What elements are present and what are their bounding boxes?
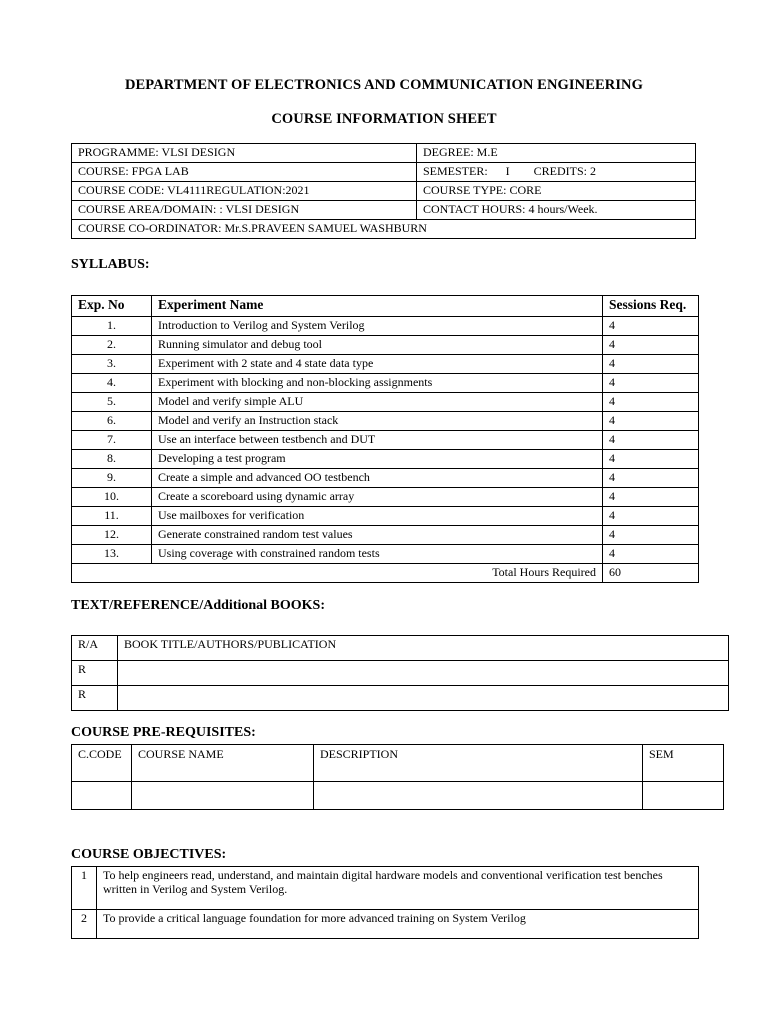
prereq-cell bbox=[314, 782, 643, 810]
sessions-required: 4 bbox=[603, 545, 699, 564]
degree-cell: DEGREE: M.E bbox=[417, 144, 696, 163]
ccode-header: C.CODE bbox=[72, 745, 132, 782]
sessions-required: 4 bbox=[603, 317, 699, 336]
sessions-required: 4 bbox=[603, 526, 699, 545]
experiment-name: Experiment with blocking and non-blocking assignments bbox=[152, 374, 603, 393]
info-row bbox=[72, 201, 696, 220]
books-header-row bbox=[72, 636, 729, 661]
objective-number: 2 bbox=[72, 910, 97, 939]
syllabus-row bbox=[72, 374, 699, 393]
sessions-required: 4 bbox=[603, 374, 699, 393]
book-row bbox=[72, 661, 729, 686]
course-name-header: COURSE NAME bbox=[132, 745, 314, 782]
experiment-name: Use an interface between testbench and DUT bbox=[152, 431, 603, 450]
course-cell: COURSE: FPGA LAB bbox=[72, 163, 417, 182]
exp-number: 8. bbox=[72, 450, 152, 469]
book-title bbox=[118, 661, 729, 686]
contact-hours-cell: CONTACT HOURS: 4 hours/Week. bbox=[417, 201, 696, 220]
sessions-header: Sessions Req. bbox=[603, 296, 699, 317]
exp-number: 5. bbox=[72, 393, 152, 412]
course-info-table bbox=[71, 143, 696, 239]
sessions-required: 4 bbox=[603, 431, 699, 450]
exp-number: 3. bbox=[72, 355, 152, 374]
sessions-required: 4 bbox=[603, 469, 699, 488]
prereq-header-row bbox=[72, 745, 724, 782]
syllabus-row bbox=[72, 488, 699, 507]
info-row bbox=[72, 163, 696, 182]
exp-number: 11. bbox=[72, 507, 152, 526]
info-row bbox=[72, 144, 696, 163]
syllabus-table bbox=[71, 295, 699, 583]
syllabus-row bbox=[72, 545, 699, 564]
ra-header: R/A bbox=[72, 636, 118, 661]
syllabus-header-row bbox=[72, 296, 699, 317]
experiment-name: Create a simple and advanced OO testbench bbox=[152, 469, 603, 488]
syllabus-row bbox=[72, 412, 699, 431]
exp-number: 1. bbox=[72, 317, 152, 336]
exp-number: 10. bbox=[72, 488, 152, 507]
prereq-row bbox=[72, 782, 724, 810]
objective-text: To help engineers read, understand, and maintain digital hardware models and conventional verification test benches written in Verilog and System Verilog. bbox=[97, 867, 699, 910]
total-label: Total Hours Required bbox=[72, 564, 603, 583]
syllabus-row bbox=[72, 526, 699, 545]
sessions-required: 4 bbox=[603, 355, 699, 374]
objectives-title: COURSE OBJECTIVES: bbox=[71, 847, 227, 862]
exp-number: 13. bbox=[72, 545, 152, 564]
sessions-required: 4 bbox=[603, 336, 699, 355]
exp-number: 6. bbox=[72, 412, 152, 431]
syllabus-row bbox=[72, 355, 699, 374]
total-row bbox=[72, 564, 699, 583]
sheet-title: COURSE INFORMATION SHEET bbox=[271, 111, 497, 127]
prereq-cell bbox=[72, 782, 132, 810]
info-row bbox=[72, 220, 696, 239]
experiment-name: Using coverage with constrained random tests bbox=[152, 545, 603, 564]
syllabus-body bbox=[72, 317, 699, 564]
book-title bbox=[118, 686, 729, 711]
prereq-table bbox=[71, 744, 724, 810]
objectives-table bbox=[71, 866, 699, 939]
experiment-name: Running simulator and debug tool bbox=[152, 336, 603, 355]
objective-row bbox=[72, 910, 699, 939]
exp-no-header: Exp. No bbox=[72, 296, 152, 317]
book-type: R bbox=[72, 686, 118, 711]
objective-number: 1 bbox=[72, 867, 97, 910]
syllabus-row bbox=[72, 450, 699, 469]
experiment-name: Developing a test program bbox=[152, 450, 603, 469]
objective-text: To provide a critical language foundation for more advanced training on System Verilog bbox=[97, 910, 699, 939]
syllabus-row bbox=[72, 393, 699, 412]
programme-cell: PROGRAMME: VLSI DESIGN bbox=[72, 144, 417, 163]
info-row bbox=[72, 182, 696, 201]
syllabus-row bbox=[72, 507, 699, 526]
semester-cell: SEMESTER: I CREDITS: 2 bbox=[417, 163, 696, 182]
experiment-name: Generate constrained random test values bbox=[152, 526, 603, 545]
area-cell: COURSE AREA/DOMAIN: : VLSI DESIGN bbox=[72, 201, 417, 220]
exp-number: 7. bbox=[72, 431, 152, 450]
experiment-name: Use mailboxes for verification bbox=[152, 507, 603, 526]
course-type-cell: COURSE TYPE: CORE bbox=[417, 182, 696, 201]
book-type: R bbox=[72, 661, 118, 686]
experiment-name: Experiment with 2 state and 4 state data type bbox=[152, 355, 603, 374]
prereq-cell bbox=[132, 782, 314, 810]
sessions-required: 4 bbox=[603, 450, 699, 469]
sessions-required: 4 bbox=[603, 393, 699, 412]
department-heading: DEPARTMENT OF ELECTRONICS AND COMMUNICATION ENGINEERING bbox=[124, 77, 644, 93]
sessions-required: 4 bbox=[603, 412, 699, 431]
prereq-title: COURSE PRE-REQUISITES: bbox=[71, 725, 256, 740]
experiment-name: Create a scoreboard using dynamic array bbox=[152, 488, 603, 507]
experiment-name: Introduction to Verilog and System Verilog bbox=[152, 317, 603, 336]
syllabus-title: SYLLABUS: bbox=[71, 257, 150, 272]
description-header: DESCRIPTION bbox=[314, 745, 643, 782]
books-table bbox=[71, 635, 729, 711]
book-title-header: BOOK TITLE/AUTHORS/PUBLICATION bbox=[118, 636, 729, 661]
prereq-cell bbox=[643, 782, 724, 810]
books-title: TEXT/REFERENCE/Additional BOOKS: bbox=[71, 598, 326, 613]
sessions-required: 4 bbox=[603, 507, 699, 526]
exp-number: 4. bbox=[72, 374, 152, 393]
sessions-required: 4 bbox=[603, 488, 699, 507]
experiment-name: Model and verify simple ALU bbox=[152, 393, 603, 412]
experiment-name-header: Experiment Name bbox=[152, 296, 603, 317]
exp-number: 12. bbox=[72, 526, 152, 545]
exp-number: 2. bbox=[72, 336, 152, 355]
experiment-name: Model and verify an Instruction stack bbox=[152, 412, 603, 431]
course-code-cell: COURSE CODE: VL4111REGULATION:2021 bbox=[72, 182, 417, 201]
exp-number: 9. bbox=[72, 469, 152, 488]
coordinator-cell: COURSE CO-ORDINATOR: Mr.S.PRAVEEN SAMUEL WASHBURN bbox=[72, 220, 696, 239]
total-value: 60 bbox=[603, 564, 699, 583]
book-row bbox=[72, 686, 729, 711]
syllabus-row bbox=[72, 317, 699, 336]
syllabus-row bbox=[72, 336, 699, 355]
syllabus-row bbox=[72, 431, 699, 450]
sem-header: SEM bbox=[643, 745, 724, 782]
syllabus-row bbox=[72, 469, 699, 488]
objective-row bbox=[72, 867, 699, 910]
